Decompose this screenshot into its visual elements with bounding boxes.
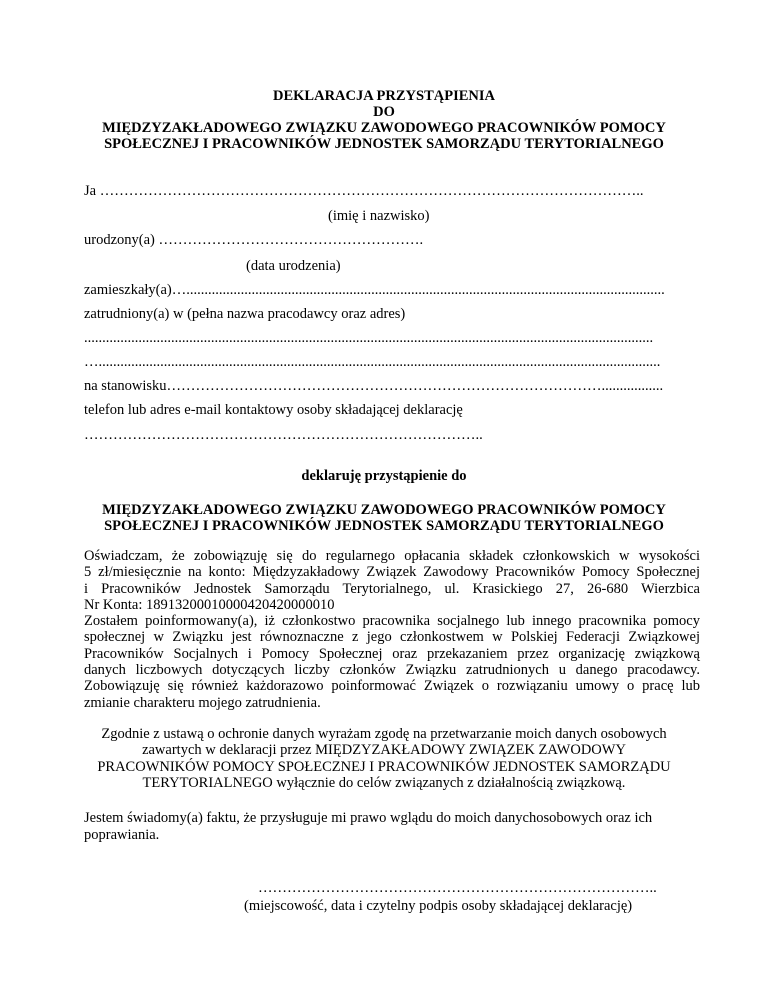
statement-line: i Pracowników Jednostek Samorządu Terytorialnego, ul. Krasickiego 27, 26-680 Wierzbica (84, 580, 700, 597)
employer-label: zatrudniony(a) w (pełna nazwa pracodawcy oraz adres) (84, 306, 406, 322)
rights-line: Jestem świadomy(a) faktu, że przysługuje mi prawo wglądu do moich danychosobowych oraz ich (84, 810, 653, 826)
statement-line: Oświadczam, że zobowiązuję się do regularnego opłacania składek członkowskich w wysokości (84, 548, 700, 564)
rights-line: poprawiania. (84, 827, 160, 843)
consent-line: PRACOWNIKÓW POMOCY SPOŁECZNEJ I PRACOWNIKÓW JEDNOSTEK SAMORZĄDU (97, 758, 671, 775)
signature-field[interactable]: ……………………………………………………………………….. (258, 880, 657, 896)
contact-field[interactable]: ……………………………………………………………………….. (84, 427, 483, 443)
consent-line: zawartych w deklaracji przez MIĘDZYZAKŁADOWY ZWIĄZEK ZAWODOWY (142, 742, 626, 759)
declaration-heading: deklaruję przystąpienie do (301, 468, 467, 484)
doc-title-line1: DEKLARACJA PRZYSTĄPIENIA (273, 88, 495, 104)
employer-field-line2[interactable]: …........................................................................................................................................................... (84, 354, 661, 370)
union-name-line1: MIĘDZYZAKŁADOWEGO ZWIĄZKU ZAWODOWEGO PRACOWNIKÓW POMOCY (102, 502, 666, 518)
birthdate-field[interactable]: urodzony(a) ………………………………………………. (84, 232, 424, 248)
doc-title-line4: SPOŁECZNEJ I PRACOWNIKÓW JEDNOSTEK SAMORZĄDU TERYTORIALNEGO (104, 136, 664, 152)
employer-field-line1[interactable]: ............................................................................................................................................................. (84, 330, 654, 346)
residence-field[interactable]: zamieszkały(a)….................................................................................................................................... (84, 282, 665, 298)
statement-line: 5 zł/miesięcznie na konto: Międzyzakładowy Związek Zawodowy Pracowników Pomocy Społecznej (84, 564, 700, 581)
doc-title-line3: MIĘDZYZAKŁADOWEGO ZWIĄZKU ZAWODOWEGO PRACOWNIKÓW POMOCY (102, 120, 666, 136)
statement-line: Pracowników Socjalnych i Pomocy Społecznej oraz przekazaniem przez organizację związkową (84, 645, 700, 662)
statement-line: danych liczbowych dotyczących liczby członków Związku zatrudnionych u danego pracodawcy. (84, 662, 700, 679)
rights-paragraph (84, 810, 700, 844)
statement-paragraph (84, 548, 700, 711)
birthdate-caption: (data urodzenia) (246, 258, 341, 274)
consent-paragraph (60, 726, 708, 791)
doc-title-line2: DO (373, 104, 395, 120)
signature-caption: (miejscowość, data i czytelny podpis osoby składającej deklarację) (244, 898, 633, 914)
statement-line: Zostałem poinformowany(a), iż członkostwo pracownika socjalnego lub innego pracownika pomocy (84, 613, 700, 630)
union-name-line2: SPOŁECZNEJ I PRACOWNIKÓW JEDNOSTEK SAMORZĄDU TERYTORIALNEGO (104, 518, 664, 534)
position-field[interactable]: na stanowisku………………………………………………………………………………................. (84, 378, 664, 394)
name-caption: (imię i nazwisko) (328, 208, 430, 224)
statement-line: Nr Konta: 18913200010000420420000010 (84, 596, 335, 613)
contact-label: telefon lub adres e-mail kontaktowy osoby składającej deklarację (84, 402, 463, 418)
statement-line: Zobowiązuję się również każdorazowo poinformować Związek o rozwiązaniu umowy o pracę lub (84, 678, 700, 695)
statement-line: zmianie charakteru mojego zatrudnienia. (84, 694, 321, 711)
name-field[interactable]: Ja ………………………………………………………………………………………………….. (84, 183, 644, 199)
statement-line: społecznej w Związku jest równoznaczne z jego członkostwem w Polskiej Federacji Związkowej (84, 629, 700, 646)
consent-line: Zgodnie z ustawą o ochronie danych wyrażam zgodę na przetwarzanie moich danych osobowych (101, 726, 667, 742)
consent-line: TERYTORIALNEGO wyłącznie do celów związanych z działalnością związkową. (142, 774, 626, 791)
